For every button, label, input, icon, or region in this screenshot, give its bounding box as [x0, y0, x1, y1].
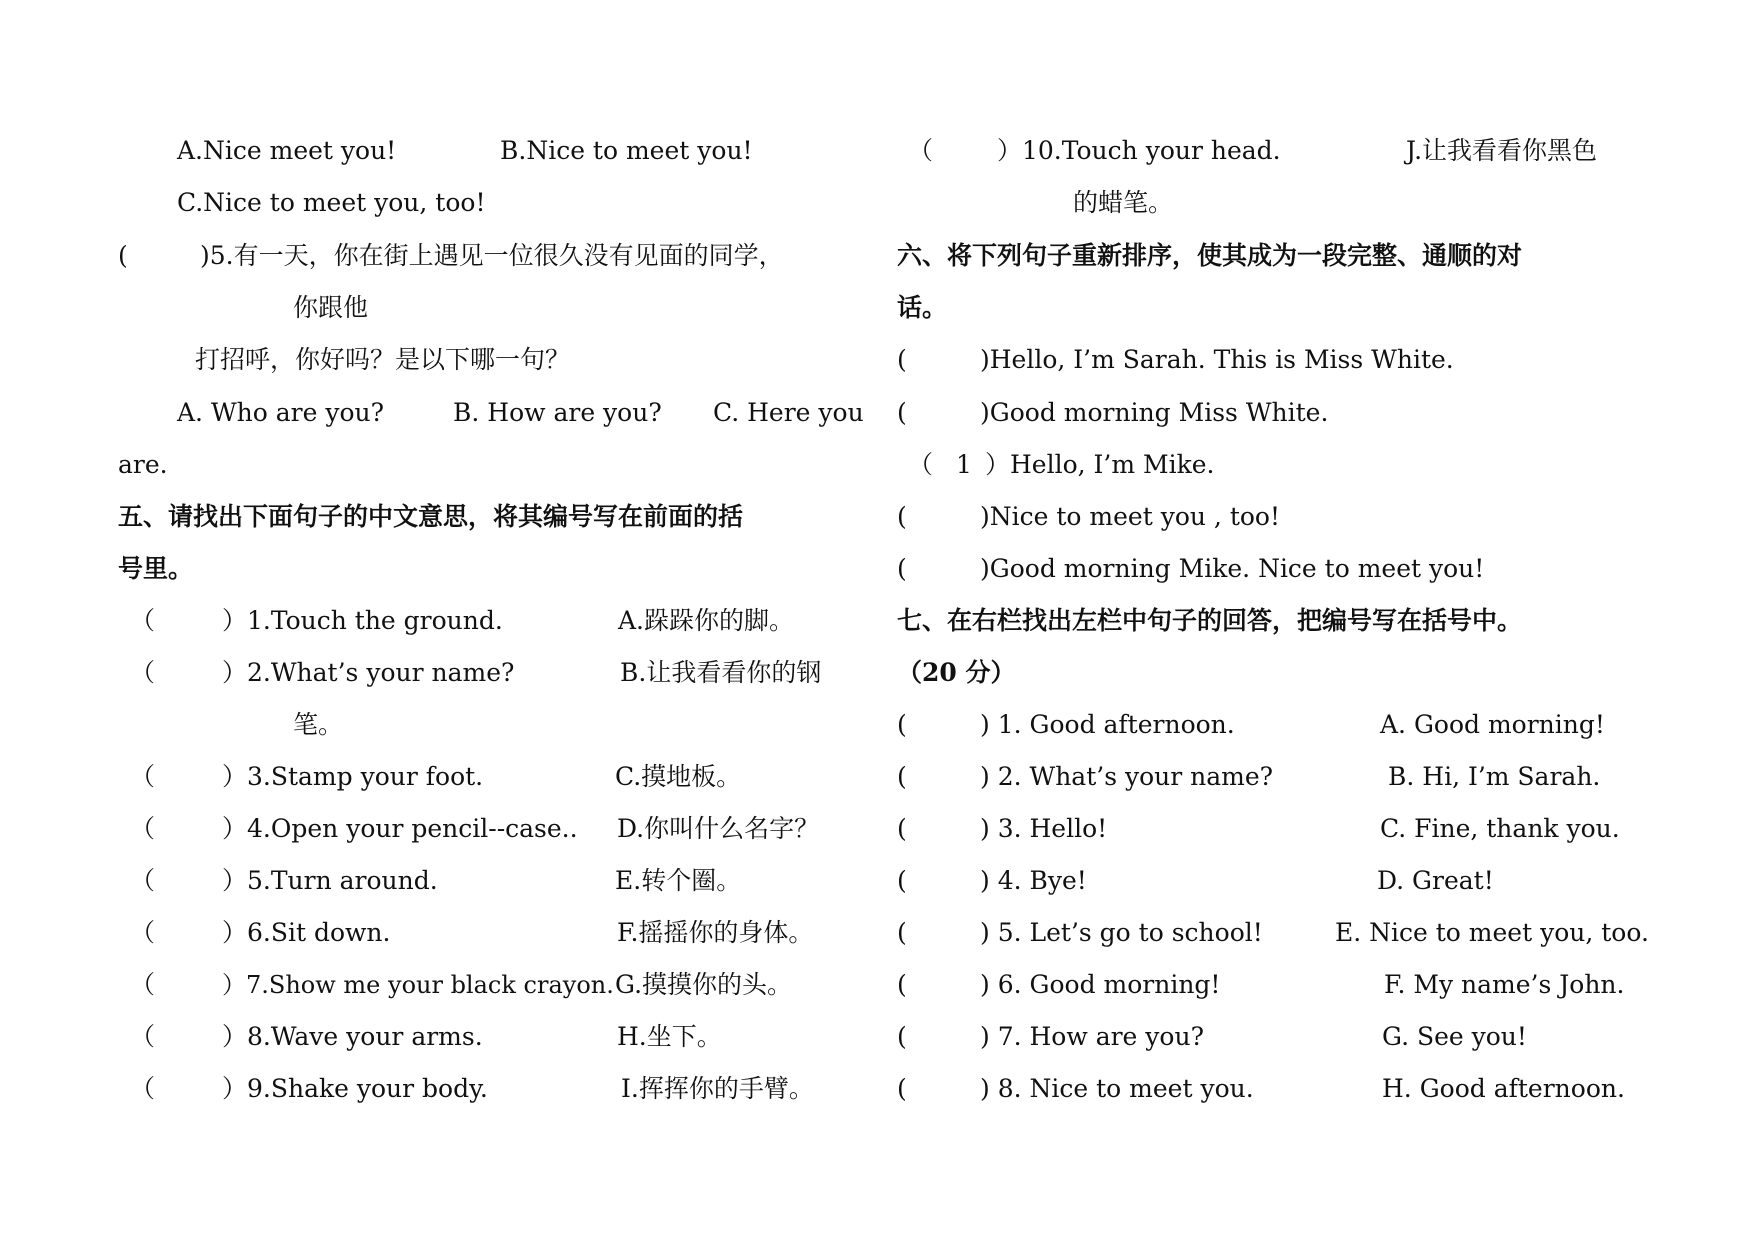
item-paren: （	[130, 970, 156, 999]
match-answer: H. Good afternoon.	[1382, 1074, 1625, 1103]
item-paren: （	[130, 866, 156, 895]
order-sentence: ）Hello, I’m Mike.	[985, 450, 1215, 479]
order-paren: (	[897, 345, 907, 374]
match-sentence: ) 8. Nice to meet you.	[980, 1074, 1254, 1103]
match-answer: A. Good morning!	[1380, 710, 1605, 739]
q4-option-c: C.Nice to meet you, too!	[177, 188, 486, 217]
order-paren: （	[908, 450, 934, 479]
match-sentence: ) 2. What’s your name?	[980, 762, 1274, 791]
match-paren: (	[897, 866, 907, 895]
item-sentence: ）8.Wave your arms.	[222, 1022, 483, 1051]
match-sentence: ) 7. How are you?	[980, 1022, 1204, 1051]
match-paren: (	[897, 814, 907, 843]
match-sentence: ) 5. Let’s go to school!	[980, 918, 1263, 947]
order-number: 1	[956, 450, 972, 479]
item10-paren: （	[908, 136, 934, 165]
q5-question-cont: 你跟他	[293, 293, 369, 322]
match-answer: B. Hi, I’m Sarah.	[1388, 762, 1601, 791]
match-sentence: ) 1. Good afternoon.	[980, 710, 1235, 739]
item-answer-cont: 笔。	[293, 710, 344, 739]
item-sentence: ）3.Stamp your foot.	[222, 762, 484, 791]
item-answer: B.让我看看你的钢	[620, 658, 822, 687]
match-paren: (	[897, 762, 907, 791]
order-sentence: )Good morning Mike. Nice to meet you!	[980, 554, 1485, 583]
section6-heading: 六、将下列句子重新排序，使其成为一段完整、通顺的对	[897, 241, 1523, 270]
q5-question-cont2: 打招呼，你好吗？是以下哪一句？	[195, 345, 571, 374]
item-answer: G.摸摸你的头。	[615, 970, 793, 999]
section7-heading: 七、在右栏找出左栏中句子的回答，把编号写在括号中。	[897, 606, 1523, 635]
item-paren: （	[130, 606, 156, 635]
section5-heading: 五、请找出下面句子的中文意思，将其编号写在前面的括	[118, 502, 744, 531]
q4-option-b: B.Nice to meet you!	[500, 136, 753, 165]
match-paren: (	[897, 710, 907, 739]
item-sentence: ）7.Show me your black crayon.	[222, 971, 614, 999]
item-sentence: ）4.Open your pencil--case..	[222, 814, 578, 843]
q5-option-a: A. Who are you?	[177, 398, 385, 427]
item-answer: I.挥挥你的手臂。	[621, 1074, 814, 1103]
section7-heading-cont: （20 分）	[897, 658, 1016, 687]
item-paren: （	[130, 658, 156, 687]
item-sentence: ）5.Turn around.	[222, 866, 438, 895]
item-sentence: ）6.Sit down.	[222, 918, 391, 947]
q4-option-a: A.Nice meet you!	[177, 136, 397, 165]
match-paren: (	[897, 918, 907, 947]
item-paren: （	[130, 1074, 156, 1103]
order-paren: (	[897, 554, 907, 583]
match-sentence: ) 4. Bye!	[980, 866, 1087, 895]
item-sentence: ）1.Touch the ground.	[222, 606, 503, 635]
item-paren: （	[130, 918, 156, 947]
section5-heading-cont: 号里。	[118, 554, 194, 583]
item-paren: （	[130, 814, 156, 843]
order-sentence: )Nice to meet you , too!	[980, 502, 1281, 531]
match-paren: (	[897, 1022, 907, 1051]
order-sentence: )Good morning Miss White.	[980, 398, 1329, 427]
item-paren: （	[130, 762, 156, 791]
item-answer: C.摸地板。	[615, 762, 742, 791]
match-answer: E. Nice to meet you, too.	[1335, 918, 1649, 947]
item-answer: H.坐下。	[617, 1022, 722, 1051]
q5-paren: (	[118, 241, 128, 270]
order-sentence: )Hello, I’m Sarah. This is Miss White.	[980, 345, 1454, 374]
match-sentence: ) 6. Good morning!	[980, 970, 1221, 999]
item-answer: D.你叫什么名字？	[617, 814, 820, 843]
section6-heading-cont: 话。	[897, 293, 948, 322]
match-sentence: ) 3. Hello!	[980, 814, 1108, 843]
match-paren: (	[897, 970, 907, 999]
match-answer: C. Fine, thank you.	[1380, 814, 1620, 843]
q5-option-c: C. Here you	[713, 398, 864, 427]
order-paren: (	[897, 502, 907, 531]
match-answer: D. Great!	[1377, 866, 1494, 895]
item-sentence: ）2.What’s your name?	[222, 658, 515, 687]
match-answer: F. My name’s John.	[1384, 970, 1625, 999]
q5-option-c-cont: are.	[118, 450, 168, 479]
item-sentence: ）9.Shake your body.	[222, 1074, 488, 1103]
match-paren: (	[897, 1074, 907, 1103]
q5-question: )5.有一天，你在街上遇见一位很久没有见面的同学，	[200, 241, 784, 270]
item-paren: （	[130, 1022, 156, 1051]
order-paren: (	[897, 398, 907, 427]
item10-answer: J.让我看看你黑色	[1406, 136, 1598, 165]
match-answer: G. See you!	[1382, 1022, 1527, 1051]
item-answer: E.转个圈。	[615, 866, 742, 895]
item10-sentence: ）10.Touch your head.	[997, 136, 1281, 165]
q5-option-b: B. How are you?	[453, 398, 662, 427]
item10-answer-cont: 的蜡笔。	[1073, 188, 1174, 217]
item-answer: F.摇摇你的身体。	[617, 918, 814, 947]
item-answer: A.跺跺你的脚。	[618, 606, 795, 635]
